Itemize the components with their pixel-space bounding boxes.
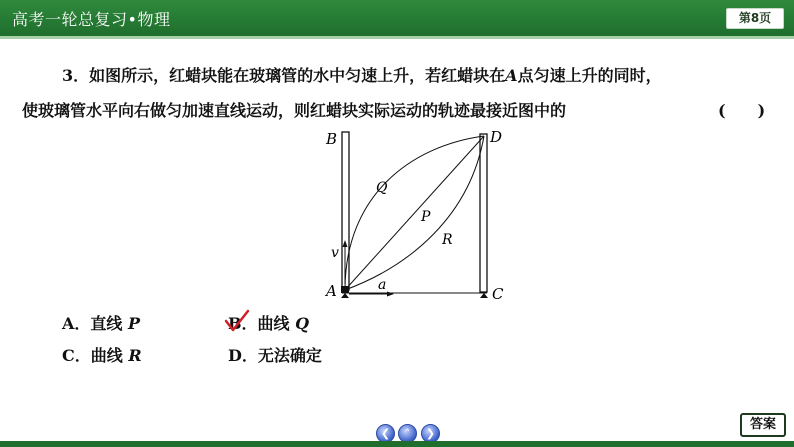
answer-button[interactable]: 答案 (740, 413, 786, 437)
question-number: 3． (62, 66, 90, 85)
option-b-text: 曲线 (257, 314, 290, 333)
option-a-text: 直线 (90, 314, 123, 333)
label-c: C (492, 285, 504, 303)
label-a-accel: a (378, 277, 387, 293)
left-support (341, 293, 349, 298)
point-a-label: A (505, 66, 518, 85)
option-d[interactable] (228, 343, 322, 366)
label-a: A (326, 282, 337, 300)
acceleration-arrowhead (387, 292, 394, 297)
option-b-letter: B． (228, 314, 258, 333)
header-bar (0, 0, 794, 36)
answer-blank: ( ) (718, 101, 766, 120)
option-a-letter: A． (62, 314, 91, 333)
label-q: Q (376, 180, 388, 196)
question-line-1 (62, 63, 662, 86)
question-text-1b: 点匀速上升的同时， (517, 66, 662, 85)
velocity-arrowhead (343, 240, 348, 247)
label-b: B (326, 130, 338, 148)
label-v: v (331, 245, 339, 261)
question-line-2: 使玻璃管水平向右做匀加速直线运动，则红蜡块实际运动的轨迹最接近图中的 (22, 101, 567, 120)
next-icon[interactable]: ❯ (421, 424, 440, 443)
right-support (480, 293, 488, 298)
footer-bar (0, 441, 794, 447)
page-number-badge: 第8页 (726, 8, 784, 29)
option-a-var: P (128, 314, 141, 333)
option-c-text: 曲线 (90, 346, 123, 365)
label-d: D (490, 128, 503, 146)
label-p: P (421, 209, 431, 225)
option-b-var: Q (295, 314, 310, 333)
option-d-letter: D． (228, 346, 258, 365)
header-divider (0, 36, 794, 39)
wax-block (341, 286, 349, 293)
option-d-text: 无法确定 (257, 346, 322, 365)
trajectory-diagram (320, 126, 520, 306)
option-c-var: R (128, 346, 142, 365)
prev-icon[interactable]: ❮ (376, 424, 395, 443)
option-b[interactable] (228, 311, 309, 334)
option-a[interactable] (62, 311, 140, 334)
course-title: 高考一轮总复习•物理 (12, 10, 171, 29)
right-glass-tube (480, 134, 487, 292)
label-r: R (442, 232, 453, 248)
option-c-letter: C． (62, 346, 91, 365)
question-text-1a: 如图所示，红蜡块能在玻璃管的水中匀速上升，若红蜡块在 (89, 66, 506, 85)
checkmark-icon (224, 309, 250, 333)
up-icon[interactable]: ˄ (398, 424, 417, 443)
option-c[interactable] (62, 343, 142, 366)
